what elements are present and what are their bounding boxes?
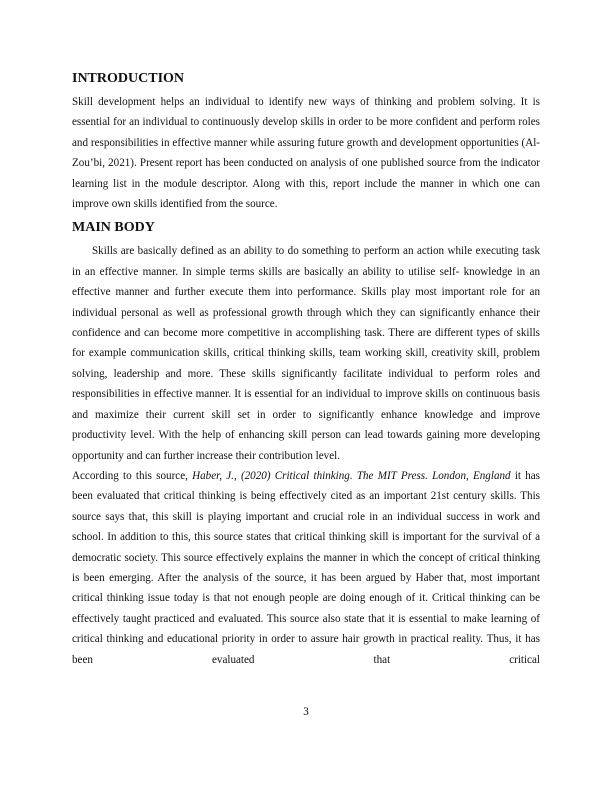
main-body-paragraph-1: Skills are basically defined as an ability to do something to perform an action while executing task in an effective manner. In simple terms skills are basically an ability to utilise self- knowledge in an effective manner and further execute them into performance. Skills play most important role for an individual personal as well as professional growth through which they can significantly enhance their confidence and can become more competitive in accomplishing task. There are different types of skills for example communication skills, critical thinking skills, team working skill, creativity skill, problem solving, leadership and more. These skills significantly facilitate individual to perform roles and responsibilities in effective manner. It is essential for an individual to improve skills on continuous basis and maximize their current skill set in order to significantly enhance knowledge and improve productivity level. With the help of enhancing skill person can lead towards gaining more developing opportunity and can further increase their contribution level. <box>72 245 540 462</box>
document-page <box>72 70 540 670</box>
source-citation: Haber, J., (2020) Critical thinking. The MIT Press. London, England <box>192 469 511 482</box>
introduction-paragraph: Skill development helps an individual to identify new ways of thinking and problem solving. It is essential for an individual to continuously develop skills in order to be more confident and perform roles and responsibilities in effective manner while assuring future growth and development opportunities (Al-Zou’bi, 2021). Present report has been conducted on analysis of one published source from the indicator learning list in the module descriptor. Along with this, report include the manner in which one can improve own skills identified from the source. <box>72 96 540 211</box>
paragraph-2-rest: it has been evaluated that critical thinking is being effectively cited as an important 21st century skills. This source says that, this skill is playing important and crucial role in an individual success in work and school. In addition to this, this source states that critical thinking skill is important for the survival of a democratic society. This source effectively explains the manner in which the concept of critical thinking is been emerging. After the analysis of the source, it has been argued by Haber that, most important critical thinking issue today is that not enough people are doing enough of it. Critical thinking can be effectively taught practiced and evaluated. This source also state that it is essential to make learning of critical thinking and educational priority in order to assure hair growth in practical reality. Thus, it has been evaluated that critical <box>72 469 540 666</box>
main-body-paragraph-2 <box>72 466 540 670</box>
paragraph-2-lead: According to this source, <box>72 469 193 482</box>
main-body-heading: MAIN BODY <box>72 220 155 236</box>
page-number: 3 <box>303 706 309 718</box>
introduction-heading: INTRODUCTION <box>72 71 185 86</box>
